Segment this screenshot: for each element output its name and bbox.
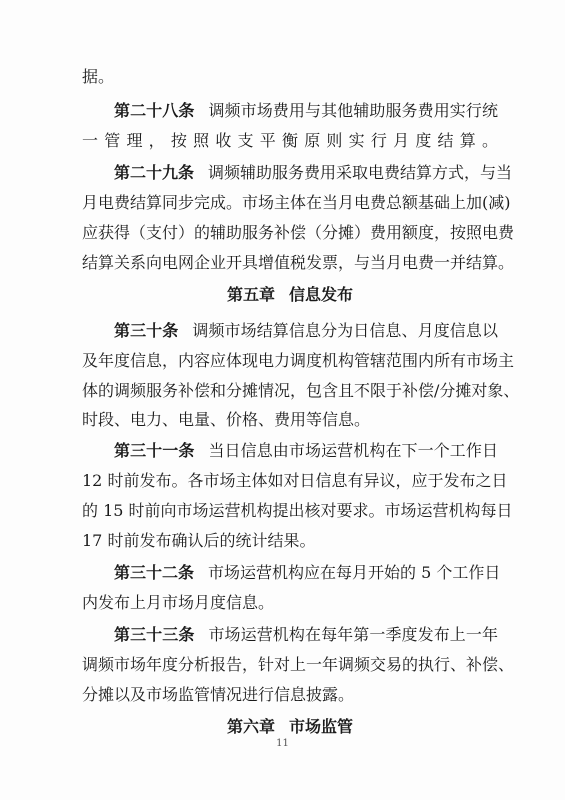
chapter-5-heading <box>82 285 498 305</box>
paragraph-line: 12 时前发布。各市场主体如对日信息有异议，应于发布之日 <box>82 471 508 490</box>
chapter-title: 市场监管 <box>289 717 354 736</box>
paragraph-line: 体的调频服务补偿和分摊情况，包含且不限于补偿/分摊对象、 <box>82 381 520 400</box>
chapter-6-heading <box>82 717 498 737</box>
paragraph-text: 调频市场费用与其他辅助服务费用实行统 <box>208 101 498 120</box>
article-29-heading: 第二十九条 <box>114 163 195 182</box>
article-30-heading: 第三十条 <box>114 321 179 340</box>
paragraph-line: 一管理，按照收支平衡原则实行月度结算。 <box>82 131 498 150</box>
paragraph-text: 当日信息由市场运营机构在下一个工作日 <box>208 441 498 460</box>
paragraph-line: 应获得（支付）的辅助服务补偿（分摊）费用额度，按照电费 <box>82 223 515 242</box>
chapter-number: 第五章 <box>226 285 275 304</box>
paragraph-text: 调频市场结算信息分为日信息、月度信息以 <box>192 321 498 340</box>
page-number: 11 <box>276 738 289 749</box>
paragraph-line: 调频市场年度分析报告，针对上一年调频交易的执行、补偿、 <box>82 655 515 674</box>
paragraph-text: 市场运营机构应在每月开始的 5 个工作日 <box>208 563 501 582</box>
paragraph-line: 月电费结算同步完成。市场主体在当月电费总额基础上加(减) <box>82 193 511 212</box>
paragraph-line: 内发布上月市场月度信息。 <box>82 593 275 612</box>
article-33-line-1 <box>114 625 498 645</box>
paragraph-line: 结算关系向电网企业开具增值税发票，与当月电费一并结算。 <box>82 253 515 272</box>
article-32-line-1 <box>114 563 501 583</box>
article-28-line-1 <box>114 101 498 121</box>
article-29-line-1 <box>114 163 513 183</box>
article-28-heading: 第二十八条 <box>114 101 195 120</box>
paragraph-line: 的 15 时前向市场运营机构提出核对要求。市场运营机构每日 <box>82 501 513 520</box>
paragraph-line: 17 时前发布确认后的统计结果。 <box>82 531 316 550</box>
paragraph-text: 市场运营机构在每年第一季度发布上一年 <box>208 625 498 644</box>
paragraph-line: 时段、电力、电量、价格、费用等信息。 <box>82 410 371 429</box>
article-31-line-1 <box>114 441 498 461</box>
article-32-heading: 第三十二条 <box>114 563 195 582</box>
article-33-heading: 第三十三条 <box>114 625 195 644</box>
article-31-heading: 第三十一条 <box>114 441 195 460</box>
article-30-line-1 <box>114 321 498 341</box>
paragraph-line: 及年度信息，内容应体现电力调度机构管辖范围内所有市场主 <box>82 351 515 370</box>
paragraph-line: 据。 <box>82 67 115 86</box>
paragraph-line: 分摊以及市场监管情况进行信息披露。 <box>82 685 355 704</box>
chapter-title: 信息发布 <box>289 285 354 304</box>
paragraph-text: 调频辅助服务费用采取电费结算方式，与当 <box>208 163 513 182</box>
chapter-number: 第六章 <box>226 717 275 736</box>
